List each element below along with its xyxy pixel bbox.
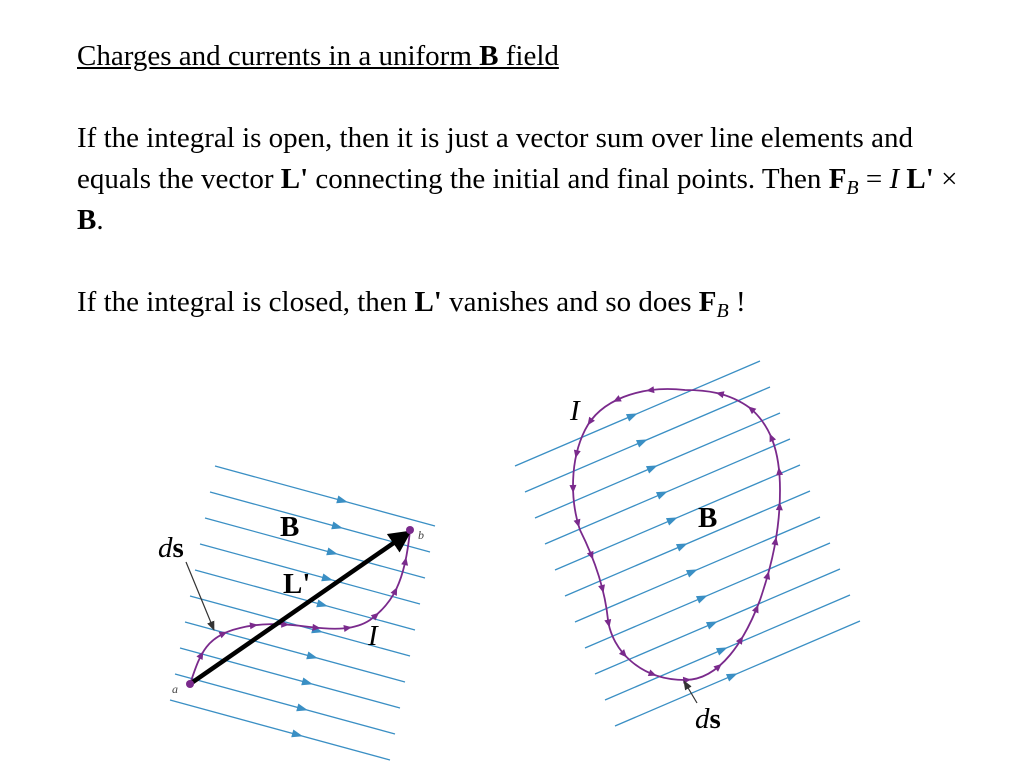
- left-field-line: [175, 674, 395, 734]
- point-a-dot: [186, 680, 194, 688]
- p1-L2: L': [899, 163, 934, 195]
- right-field-arrow: [666, 517, 678, 525]
- p2-L: L': [414, 286, 442, 318]
- right-current-arrowhead: [604, 619, 611, 628]
- left-current-arrowhead: [401, 557, 408, 566]
- vector-L-arrow: [190, 533, 408, 684]
- right-field-arrow: [656, 491, 668, 499]
- p1-text1: If the integral is open, then it is just a vector sum over line elements and equals the vector: [77, 122, 913, 195]
- right-current-arrowhead: [569, 485, 576, 493]
- p1-F: F: [828, 163, 847, 195]
- p1-B: B: [77, 204, 97, 236]
- right-field-lines: [515, 361, 860, 726]
- left-field-arrow: [306, 651, 318, 659]
- left-field-line: [205, 518, 425, 578]
- p2-text1: If the integral is closed, then: [77, 286, 415, 318]
- p1-end: .: [96, 204, 104, 236]
- left-field-arrow: [316, 599, 328, 607]
- right-current-loop: [573, 389, 780, 680]
- point-b-dot: [406, 526, 414, 534]
- right-current-arrowhead: [683, 677, 691, 684]
- right-figure: [515, 361, 860, 735]
- point-a-label: a: [172, 682, 178, 696]
- left-field-arrow: [326, 547, 338, 555]
- p2-text2: vanishes and so does: [441, 286, 699, 318]
- right-field-arrow: [636, 439, 648, 447]
- p1-eq: =: [858, 163, 890, 195]
- left-field-line: [170, 700, 390, 760]
- right-label-B: B: [698, 502, 718, 534]
- right-field-arrow: [676, 543, 688, 551]
- point-b-label: b: [418, 528, 424, 542]
- left-figure: [158, 466, 435, 760]
- right-current-arrowhead: [771, 537, 778, 545]
- left-current-arrowhead: [343, 625, 351, 632]
- left-field-arrow: [331, 521, 343, 529]
- left-label-I: I: [368, 620, 378, 652]
- title-rest: field: [498, 40, 559, 72]
- right-field-arrow: [696, 595, 708, 603]
- left-field-arrow: [301, 677, 313, 685]
- left-field-arrow: [336, 495, 348, 503]
- left-field-arrow: [321, 573, 333, 581]
- left-label-ds: ds: [158, 532, 184, 564]
- p1-times: ×: [933, 163, 958, 195]
- title-text: Charges and currents in a uniform: [77, 40, 480, 72]
- right-field-arrow: [626, 413, 638, 421]
- left-field-arrow: [296, 703, 308, 711]
- left-field-line: [180, 648, 400, 708]
- left-field-line: [215, 466, 435, 526]
- right-current-arrowhead: [648, 670, 657, 677]
- title-bold-b: B: [479, 40, 499, 72]
- left-label-L: L': [283, 568, 311, 600]
- left-label-B: B: [280, 511, 300, 543]
- left-field-arrow: [291, 729, 303, 737]
- right-field-arrow: [716, 647, 728, 655]
- right-field-arrow: [646, 465, 658, 473]
- p1-L: L': [280, 163, 309, 195]
- left-field-lines: [170, 466, 435, 760]
- p1-I: I: [889, 163, 900, 195]
- right-label-ds: ds: [695, 703, 721, 735]
- p2-F: F: [698, 286, 717, 318]
- p2-end: !: [728, 286, 746, 318]
- right-field-arrow: [726, 673, 738, 681]
- right-field-arrow: [686, 569, 698, 577]
- p1-text2: connecting the initial and final points. Then: [308, 163, 829, 195]
- right-field-arrow: [706, 621, 718, 629]
- p1-F-sub: B: [846, 177, 859, 199]
- right-label-I: I: [570, 395, 580, 427]
- p2-F-sub: B: [716, 300, 729, 322]
